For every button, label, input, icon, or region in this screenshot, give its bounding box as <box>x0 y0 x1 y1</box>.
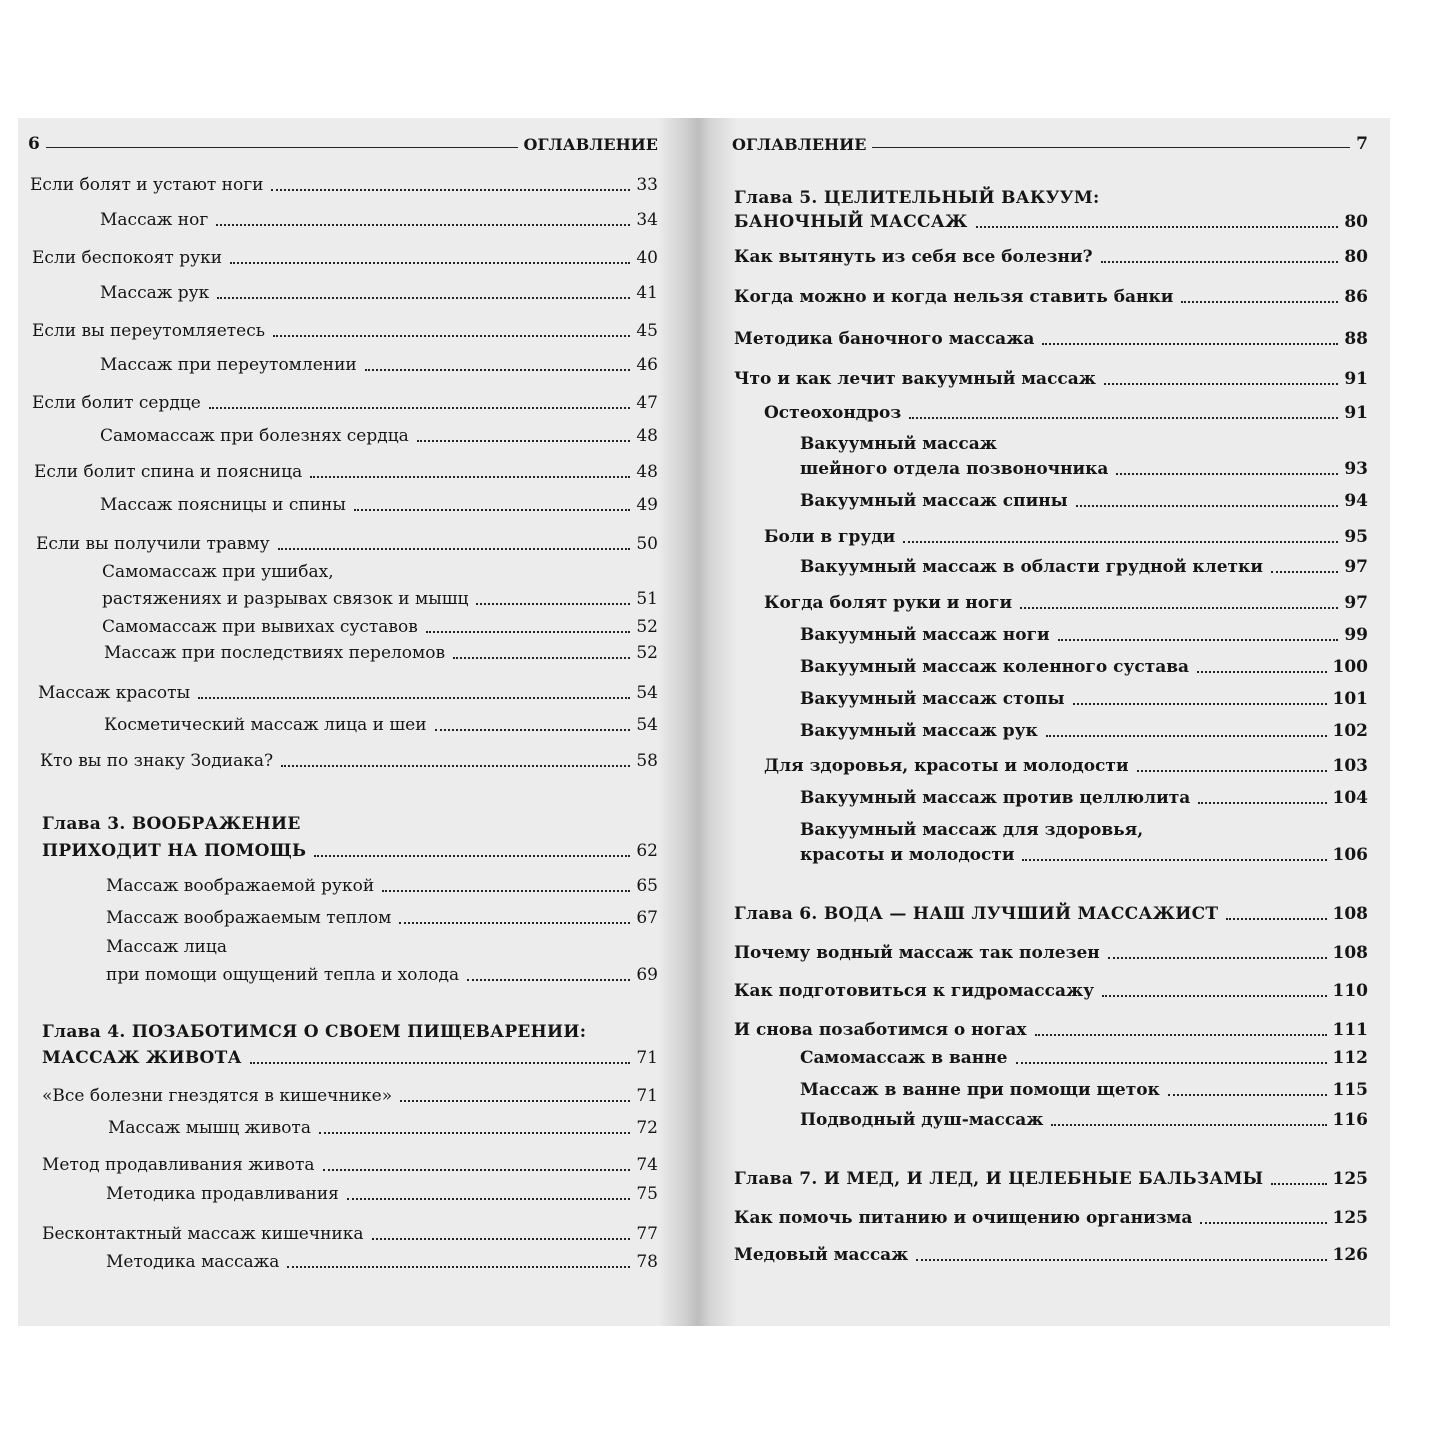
chapter-heading <box>734 902 1368 926</box>
toc-entry-title: Если болит сердце <box>32 393 201 413</box>
toc-entry-page: 71 <box>636 1086 658 1106</box>
leader-dots <box>365 369 631 371</box>
leader-dots <box>271 189 630 191</box>
toc-entry-page: 69 <box>636 965 658 985</box>
toc-entry <box>734 327 1368 351</box>
toc-entry-page: 110 <box>1332 981 1368 1001</box>
toc-entry-page: 93 <box>1344 459 1368 479</box>
leader-dots <box>1076 505 1339 507</box>
leader-dots <box>399 922 630 924</box>
leader-dots <box>310 476 630 478</box>
toc-entry <box>800 489 1368 513</box>
toc-entry-title: Медовый массаж <box>734 1245 909 1265</box>
leader-dots <box>1168 1094 1327 1096</box>
leader-dots <box>1271 571 1338 573</box>
leader-dots <box>1035 1034 1327 1036</box>
toc-entry-title: Массаж мышц живота <box>108 1118 311 1138</box>
toc-entry-title: Вакуумный массаж рук <box>800 721 1038 741</box>
toc-entry <box>102 560 658 584</box>
toc-entry <box>32 319 658 343</box>
leader-dots <box>1022 859 1326 861</box>
toc-entry <box>800 786 1368 810</box>
toc-entry-title: Массаж лица <box>106 937 227 957</box>
chapter-heading <box>42 812 658 836</box>
toc-entry <box>800 432 1368 456</box>
toc-entry-page: 41 <box>636 283 658 303</box>
toc-entry <box>106 1250 658 1274</box>
leader-dots <box>400 1100 630 1102</box>
toc-entry <box>100 493 658 517</box>
toc-entry-page: 65 <box>636 876 658 896</box>
toc-entry <box>800 843 1368 867</box>
toc-entry-title: растяжениях и разрывах связок и мышц <box>102 589 469 609</box>
leader-dots <box>287 1266 630 1268</box>
toc-entry-title: Боли в груди <box>764 527 896 547</box>
leader-dots <box>1101 261 1339 263</box>
leader-dots <box>1020 607 1338 609</box>
toc-entry <box>734 1018 1368 1042</box>
toc-entry-page: 67 <box>636 908 658 928</box>
toc-entry-title: Вакуумный массаж против целлюлита <box>800 788 1191 808</box>
toc-entry-page: 40 <box>636 248 658 268</box>
toc-entry-page: 72 <box>636 1118 658 1138</box>
toc-entry-page: 54 <box>636 683 658 703</box>
toc-entry-title: Если вы получили травму <box>36 534 270 554</box>
toc-entry-title: красоты и молодости <box>800 845 1015 865</box>
leader-dots <box>372 1238 631 1240</box>
leader-dots <box>1104 383 1338 385</box>
leader-dots <box>1046 735 1327 737</box>
toc-entry <box>106 963 658 987</box>
toc-entry-title: Самомассаж при болезнях сердца <box>100 426 409 446</box>
toc-entry <box>100 281 658 305</box>
toc-entry-title: Массаж красоты <box>38 683 191 703</box>
toc-entry-title: Самомассаж в ванне <box>800 1048 1008 1068</box>
toc-entry-page: 75 <box>636 1184 658 1204</box>
toc-entry-page: 115 <box>1332 1080 1368 1100</box>
toc-entry-title: Вакуумный массаж ноги <box>800 625 1050 645</box>
toc-entry <box>800 687 1368 711</box>
toc-entry <box>36 532 658 556</box>
leader-dots <box>209 407 631 409</box>
chapter-heading <box>42 1046 658 1070</box>
toc-entry-title: Вакуумный массаж коленного сустава <box>800 657 1190 677</box>
leader-dots <box>354 509 630 511</box>
toc-entry-page: 108 <box>1332 904 1368 924</box>
leader-dots <box>1116 473 1338 475</box>
toc-entry-title: Как вытянуть из себя все болезни? <box>734 247 1093 267</box>
toc-entry-page: 46 <box>636 355 658 375</box>
toc-entry-page: 88 <box>1344 329 1368 349</box>
toc-entry-page: 71 <box>636 1048 658 1068</box>
toc-entry-page: 91 <box>1344 369 1368 389</box>
toc-entry-title: Самомассаж при ушибах, <box>102 562 334 582</box>
toc-entry-title: Почему водный массаж так полезен <box>734 943 1100 963</box>
leader-dots <box>903 541 1338 543</box>
toc-entry-page: 34 <box>636 210 658 230</box>
leader-dots <box>1181 301 1338 303</box>
toc-entry <box>800 623 1368 647</box>
toc-entry-page: 103 <box>1332 756 1368 776</box>
toc-entry-page: 58 <box>636 751 658 771</box>
right-page-header <box>732 122 1368 154</box>
toc-entry-page: 111 <box>1332 1020 1368 1040</box>
toc-entry-page: 80 <box>1344 247 1368 267</box>
leader-dots <box>1198 802 1326 804</box>
toc-entry <box>42 1153 658 1177</box>
leader-dots <box>1226 918 1326 920</box>
toc-entry-title: Массаж поясницы и спины <box>100 495 346 515</box>
chapter-heading <box>734 186 1368 210</box>
toc-entry <box>106 935 658 959</box>
toc-entry <box>106 906 658 930</box>
toc-entry-page: 45 <box>636 321 658 341</box>
leader-dots <box>1051 1124 1326 1126</box>
toc-entry-title: Как подготовиться к гидромассажу <box>734 981 1095 1001</box>
leader-dots <box>1058 639 1339 641</box>
leader-dots <box>476 603 630 605</box>
leader-dots <box>230 262 630 264</box>
leader-dots <box>435 729 631 731</box>
toc-entry-title: Если беспокоят руки <box>32 248 223 268</box>
toc-entry-title: Массаж рук <box>100 283 210 303</box>
toc-entry <box>106 1182 658 1206</box>
toc-entry-page: 116 <box>1332 1110 1368 1130</box>
toc-entry-page: 125 <box>1332 1169 1368 1189</box>
toc-entry <box>800 818 1368 842</box>
book-spread <box>18 118 1390 1326</box>
toc-entry-title: Для здоровья, красоты и молодости <box>764 756 1129 776</box>
chapter-title: Глава 6. ВОДА — НАШ ЛУЧШИЙ МАССАЖИСТ <box>734 904 1219 924</box>
toc-entry-title: Самомассаж при вывихах суставов <box>102 617 418 637</box>
chapter-title: Глава 4. ПОЗАБОТИМСЯ О СВОЕМ ПИЩЕВАРЕНИИ: <box>42 1022 587 1042</box>
leader-dots <box>1016 1062 1327 1064</box>
page-number: 7 <box>1356 134 1368 154</box>
toc-entry-title: И снова позаботимся о ногах <box>734 1020 1027 1040</box>
header-rule <box>872 147 1350 148</box>
toc-entry-title: при помощи ощущений тепла и холода <box>106 965 460 985</box>
toc-entry-page: 54 <box>636 715 658 735</box>
leader-dots <box>319 1132 630 1134</box>
toc-entry <box>104 641 658 665</box>
toc-entry <box>102 615 658 639</box>
toc-entry <box>734 367 1368 391</box>
toc-entry-title: Если вы переутомляетесь <box>32 321 265 341</box>
left-page-header <box>28 122 658 154</box>
toc-entry <box>42 1084 658 1108</box>
leader-dots <box>426 631 631 633</box>
chapter-title: БАНОЧНЫЙ МАССАЖ <box>734 212 968 232</box>
toc-entry-page: 106 <box>1332 845 1368 865</box>
chapter-heading <box>734 1167 1368 1191</box>
chapter-title: Глава 7. И МЕД, И ЛЕД, И ЦЕЛЕБНЫЕ БАЛЬЗАМЫ <box>734 1169 1264 1189</box>
toc-entry-page: 62 <box>636 841 658 861</box>
leader-dots <box>1197 671 1326 673</box>
toc-entry-title: Методика продавливания <box>106 1184 339 1204</box>
toc-entry <box>100 353 658 377</box>
toc-entry-page: 112 <box>1332 1048 1368 1068</box>
toc-entry <box>800 555 1368 579</box>
header-rule <box>46 147 518 148</box>
toc-entry-title: Вакуумный массаж в области грудной клетки <box>800 557 1263 577</box>
toc-entry-page: 52 <box>636 617 658 637</box>
leader-dots <box>1042 343 1338 345</box>
toc-entry <box>30 173 658 197</box>
toc-entry <box>800 1108 1368 1132</box>
leader-dots <box>1271 1183 1326 1185</box>
toc-entry-page: 126 <box>1332 1245 1368 1265</box>
toc-entry <box>100 208 658 232</box>
toc-entry-title: Остеохондроз <box>764 403 902 423</box>
toc-entry <box>734 941 1368 965</box>
toc-entry <box>800 1046 1368 1070</box>
running-head: ОГЛАВЛЕНИЕ <box>732 135 867 154</box>
toc-entry-page: 33 <box>636 175 658 195</box>
leader-dots <box>250 1062 631 1064</box>
toc-entry <box>800 457 1368 481</box>
toc-entry <box>104 713 658 737</box>
leader-dots <box>1073 703 1327 705</box>
toc-entry-title: Бесконтактный массаж кишечника <box>42 1224 364 1244</box>
chapter-heading <box>42 1020 658 1044</box>
toc-entry <box>40 749 658 773</box>
toc-entry-title: Массаж воображаемой рукой <box>106 876 375 896</box>
toc-entry-title: Вакуумный массаж спины <box>800 491 1068 511</box>
toc-entry-page: 95 <box>1344 527 1368 547</box>
running-head: ОГЛАВЛЕНИЕ <box>523 135 658 154</box>
toc-entry <box>108 1116 658 1140</box>
leader-dots <box>916 1259 1326 1261</box>
toc-entry-page: 94 <box>1344 491 1368 511</box>
toc-entry-page: 51 <box>636 589 658 609</box>
leader-dots <box>467 979 630 981</box>
toc-entry-page: 125 <box>1332 1208 1368 1228</box>
toc-entry <box>800 655 1368 679</box>
toc-entry <box>734 245 1368 269</box>
toc-entry <box>34 460 658 484</box>
leader-dots <box>217 297 630 299</box>
toc-entry-title: Массаж воображаемым теплом <box>106 908 392 928</box>
toc-entry-page: 77 <box>636 1224 658 1244</box>
right-page <box>718 118 1378 1326</box>
toc-entry-page: 100 <box>1332 657 1368 677</box>
toc-entry <box>102 587 658 611</box>
toc-entry-page: 97 <box>1344 593 1368 613</box>
toc-entry-page: 101 <box>1332 689 1368 709</box>
toc-entry-title: Метод продавливания живота <box>42 1155 315 1175</box>
toc-entry-page: 50 <box>636 534 658 554</box>
toc-entry-page: 78 <box>636 1252 658 1272</box>
toc-entry <box>106 874 658 898</box>
leader-dots <box>347 1198 630 1200</box>
toc-entry-page: 47 <box>636 393 658 413</box>
leader-dots <box>273 335 630 337</box>
leader-dots <box>1108 957 1327 959</box>
chapter-heading <box>734 210 1368 234</box>
toc-entry <box>800 719 1368 743</box>
leader-dots <box>216 224 630 226</box>
toc-entry-title: Массаж в ванне при помощи щеток <box>800 1080 1160 1100</box>
toc-entry <box>800 1078 1368 1102</box>
toc-entry-title: Методика массажа <box>106 1252 280 1272</box>
page-number: 6 <box>28 134 40 154</box>
toc-entry-page: 86 <box>1344 287 1368 307</box>
toc-entry <box>734 1243 1368 1267</box>
leader-dots <box>453 657 630 659</box>
toc-entry-page: 74 <box>636 1155 658 1175</box>
left-page <box>18 118 658 1326</box>
chapter-title: Глава 5. ЦЕЛИТЕЛЬНЫЙ ВАКУУМ: <box>734 188 1100 208</box>
toc-entry <box>32 391 658 415</box>
leader-dots <box>198 697 630 699</box>
toc-entry-page: 49 <box>636 495 658 515</box>
toc-entry-page: 91 <box>1344 403 1368 423</box>
toc-entry-title: Вакуумный массаж стопы <box>800 689 1065 709</box>
toc-entry-title: «Все болезни гнездятся в кишечнике» <box>42 1086 393 1106</box>
leader-dots <box>278 548 631 550</box>
toc-entry-page: 80 <box>1344 212 1368 232</box>
leader-dots <box>314 855 630 857</box>
toc-entry <box>38 681 658 705</box>
toc-entry <box>734 979 1368 1003</box>
toc-entry-title: Массаж при последствиях переломов <box>104 643 446 663</box>
leader-dots <box>323 1169 631 1171</box>
leader-dots <box>1200 1222 1326 1224</box>
toc-entry-title: шейного отдела позвоночника <box>800 459 1109 479</box>
leader-dots <box>1137 770 1327 772</box>
toc-entry-title: Массаж ног <box>100 210 209 230</box>
toc-entry-title: Что и как лечит вакуумный массаж <box>734 369 1096 389</box>
toc-entry-title: Косметический массаж лица и шеи <box>104 715 427 735</box>
toc-entry-title: Кто вы по знаку Зодиака? <box>40 751 274 771</box>
toc-entry-title: Вакуумный массаж для здоровья, <box>800 820 1144 840</box>
leader-dots <box>281 765 630 767</box>
toc-entry-title: Массаж при переутомлении <box>100 355 357 375</box>
toc-entry <box>734 1206 1368 1230</box>
leader-dots <box>417 440 631 442</box>
toc-entry-page: 102 <box>1332 721 1368 741</box>
toc-entry-page: 97 <box>1344 557 1368 577</box>
toc-entry <box>764 525 1368 549</box>
chapter-title: Глава 3. ВООБРАЖЕНИЕ <box>42 814 301 834</box>
toc-entry <box>42 1222 658 1246</box>
toc-entry-title: Если болят и устают ноги <box>30 175 264 195</box>
toc-entry-title: Когда можно и когда нельзя ставить банки <box>734 287 1174 307</box>
toc-entry-page: 52 <box>636 643 658 663</box>
toc-entry-title: Когда болят руки и ноги <box>764 593 1013 613</box>
chapter-title: МАССАЖ ЖИВОТА <box>42 1048 242 1068</box>
toc-entry-page: 48 <box>636 462 658 482</box>
leader-dots <box>1102 995 1326 997</box>
toc-entry <box>32 246 658 270</box>
toc-entry <box>764 754 1368 778</box>
leader-dots <box>909 417 1338 419</box>
toc-entry-title: Как помочь питанию и очищению организма <box>734 1208 1193 1228</box>
toc-entry-page: 48 <box>636 426 658 446</box>
toc-entry-title: Методика баночного массажа <box>734 329 1035 349</box>
chapter-title: ПРИХОДИТ НА ПОМОЩЬ <box>42 841 307 861</box>
toc-entry <box>764 591 1368 615</box>
toc-entry-title: Подводный душ-массаж <box>800 1110 1044 1130</box>
toc-entry <box>100 424 658 448</box>
leader-dots <box>382 890 630 892</box>
toc-entry <box>764 401 1368 425</box>
toc-entry-title: Вакуумный массаж <box>800 434 997 454</box>
toc-entry-page: 104 <box>1332 788 1368 808</box>
leader-dots <box>976 226 1339 228</box>
toc-entry-page: 99 <box>1344 625 1368 645</box>
toc-entry-page: 108 <box>1332 943 1368 963</box>
toc-entry-title: Если болит спина и поясница <box>34 462 303 482</box>
toc-entry <box>734 285 1368 309</box>
chapter-heading <box>42 839 658 863</box>
